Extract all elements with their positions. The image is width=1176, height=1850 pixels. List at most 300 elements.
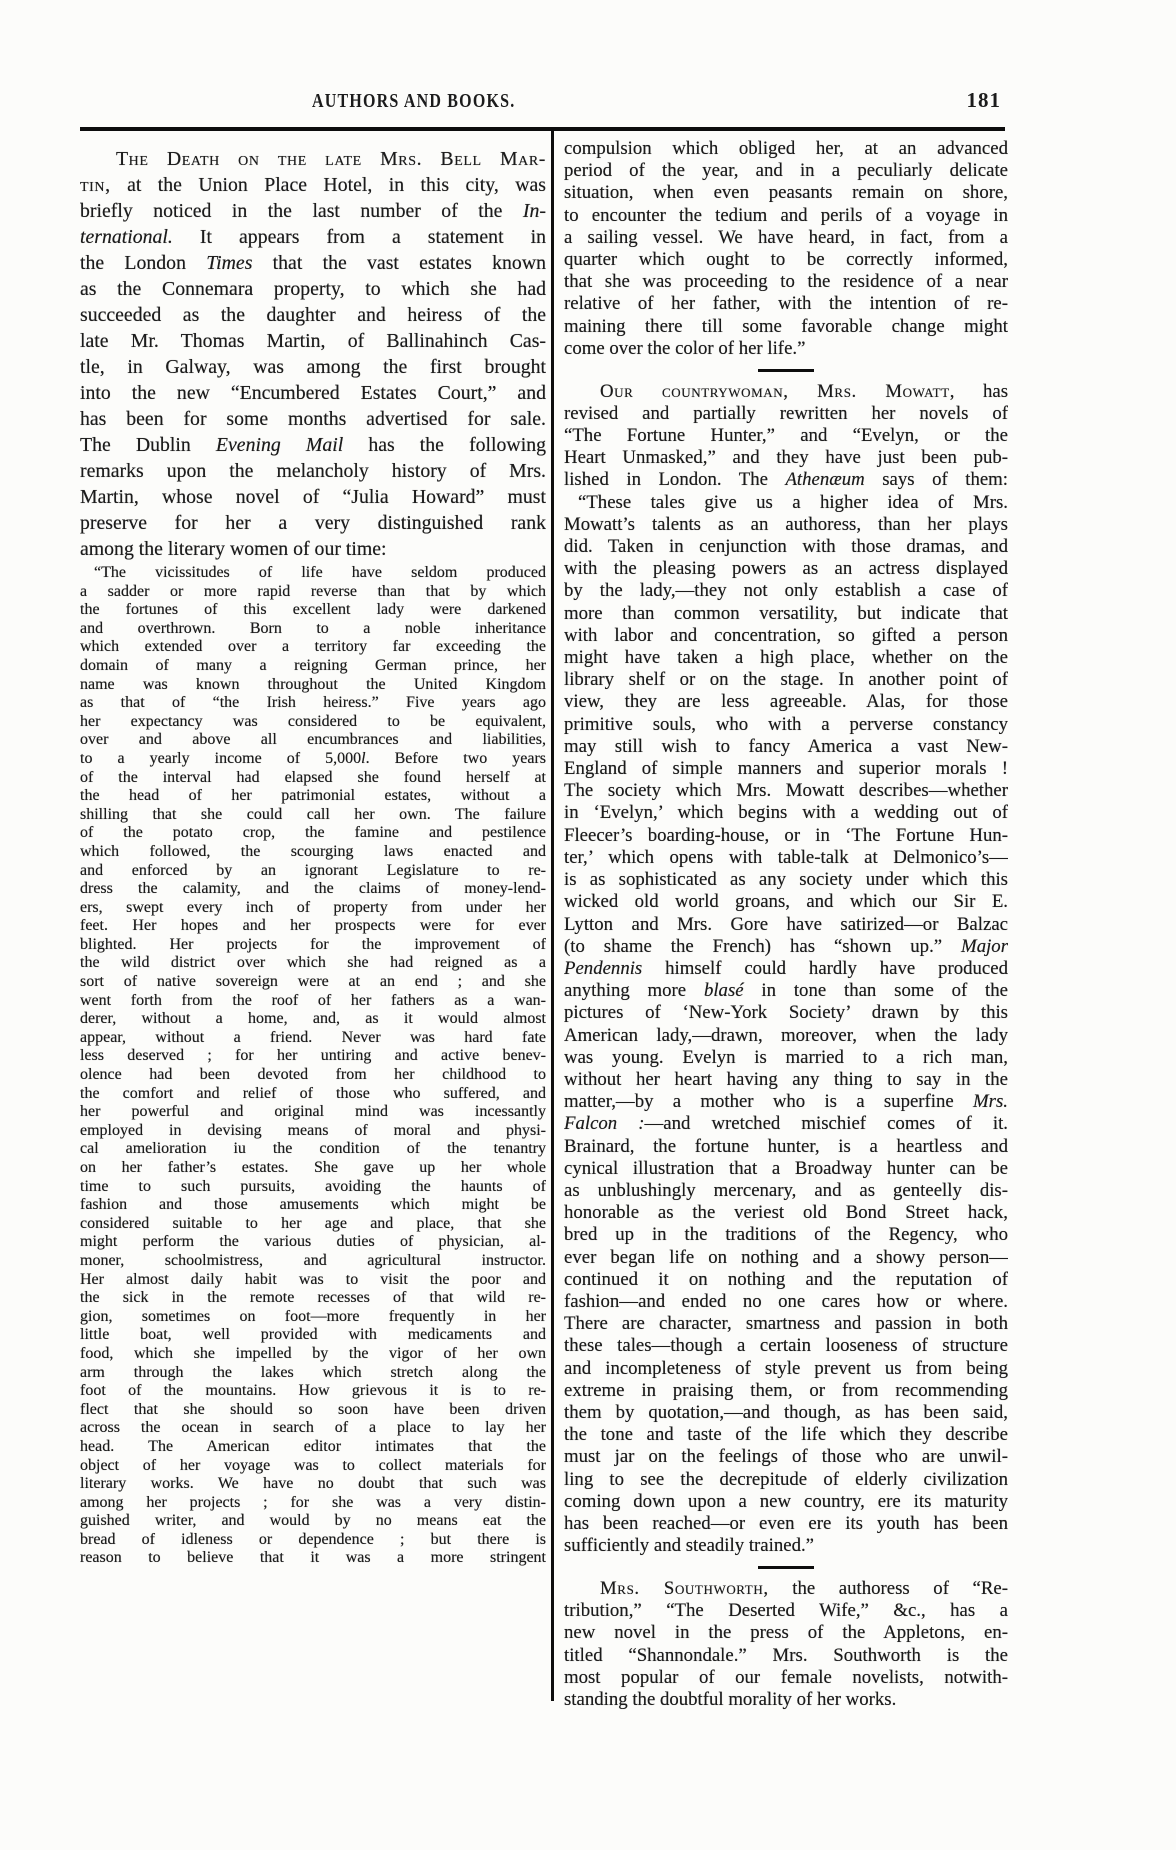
- body-text: The Dublin: [80, 434, 216, 456]
- text-line: [80, 1010, 546, 1029]
- body-text: foot of the mountains. How grievous it is to re-: [80, 1382, 546, 1400]
- text-line: [564, 625, 1008, 647]
- section-separator-rule: [758, 369, 814, 372]
- header-rule: [80, 127, 1005, 131]
- small-caps-text: tin,: [80, 174, 111, 196]
- page-number: 181: [966, 88, 1001, 112]
- text-line: [564, 825, 1008, 847]
- body-text: standing the doubtful morality of her works.: [564, 1689, 897, 1710]
- body-text: must jar on the feelings of those who are unwil-: [564, 1446, 1008, 1468]
- body-text: Fleecer’s boarding-house, or in ‘The Fortune Hun-: [564, 824, 1008, 846]
- body-text: which followed, the scourging laws enacted and: [80, 842, 546, 860]
- column-divider-rule: [551, 129, 554, 1701]
- body-text: a sailing vessel. We have heard, in fact, from a: [564, 226, 1008, 248]
- text-line: [564, 936, 1008, 958]
- text-line: [564, 1247, 1008, 1269]
- text-block-opening: [564, 381, 1008, 492]
- body-text: dress the calamity, and the claims of money-lend-: [80, 880, 546, 898]
- body-text: Brainard, the fortune hunter, is a heartless and: [564, 1135, 1008, 1157]
- body-text: “These tales give us a higher idea of Mrs.: [578, 491, 1008, 513]
- text-line: [564, 1047, 1008, 1069]
- body-text: reason to believe that it was a more stringent: [80, 1549, 546, 1567]
- text-line: [80, 354, 546, 380]
- text-line: [564, 271, 1008, 293]
- body-text: most popular of our female novelists, notwith-: [564, 1666, 1008, 1688]
- body-text: these tales—though a certain looseness of structure: [564, 1335, 1008, 1357]
- body-text: Heart Unmasked,” and they have just been pub-: [564, 447, 1008, 469]
- text-line: [80, 1308, 546, 1327]
- body-text: anything more: [564, 980, 704, 1002]
- body-text: in ‘Evelyn,’ which begins with a wedding out of: [564, 802, 1008, 824]
- italic-text: Evening Mail: [215, 434, 344, 456]
- body-text: of the interval had elapsed she found herself at: [80, 768, 546, 786]
- text-line: [80, 484, 546, 510]
- text-line: [564, 1136, 1008, 1158]
- text-line: [80, 657, 546, 676]
- text-line: [80, 276, 546, 302]
- body-text: is as sophisticated as any society under which this: [564, 869, 1008, 891]
- body-text: the tone and taste of the life which they describe: [564, 1424, 1008, 1446]
- text-line: [80, 1401, 546, 1420]
- body-text: has been reached—or even ere its youth has been: [564, 1512, 1008, 1534]
- body-text: did. Taken in cenjunction with those dramas, and: [564, 536, 1008, 558]
- body-text: fashion—and ended no one cares how or where.: [564, 1290, 1008, 1312]
- text-line: [564, 1645, 1008, 1667]
- small-caps-text: Mrs. Southworth,: [600, 1577, 769, 1599]
- body-text: to encounter the tedium and perils of a voyage in: [564, 204, 1008, 226]
- body-text: guished writer, and would by no means eat the: [80, 1512, 546, 1530]
- body-text: wicked old world groans, and which our Sir E.: [564, 891, 1008, 913]
- body-text: American lady,—drawn, moreover, when the lady: [564, 1024, 1008, 1046]
- text-line: [80, 601, 546, 620]
- text-line: [564, 1224, 1008, 1246]
- text-line: [80, 328, 546, 354]
- text-line: [564, 914, 1008, 936]
- text-line: [564, 780, 1008, 802]
- text-line: [564, 316, 1008, 338]
- body-text: among her projects ; for she was a very distin-: [80, 1493, 546, 1511]
- italic-text: l: [361, 749, 366, 767]
- text-line: [80, 1140, 546, 1159]
- text-line: [80, 302, 546, 328]
- text-line: [80, 1438, 546, 1457]
- body-text: situation, when even peasants remain on shore,: [564, 182, 1008, 204]
- body-text: and enforced by an ignorant Legislature to re-: [80, 861, 546, 879]
- body-text: at the Union Place Hotel, in this city, was: [110, 174, 546, 196]
- text-line: [564, 1513, 1008, 1535]
- text-line: [564, 1689, 1008, 1711]
- text-line: [564, 1002, 1008, 1024]
- body-text: that the vast estates known: [252, 252, 546, 274]
- text-line: [564, 980, 1008, 1002]
- text-line: [80, 676, 546, 695]
- text-block-opening: [564, 1578, 1008, 1711]
- body-text: as the Connemara property, to which she had: [80, 278, 546, 300]
- text-line: [80, 973, 546, 992]
- text-line: [80, 250, 546, 276]
- text-line: [564, 1380, 1008, 1402]
- body-text: name was known throughout the United Kingdom: [80, 675, 546, 693]
- text-line: [80, 1382, 546, 1401]
- italic-text: Major: [961, 935, 1008, 957]
- text-line: [564, 1446, 1008, 1468]
- text-line: [80, 224, 546, 250]
- italic-text: Athenæum: [785, 469, 865, 491]
- text-line: [80, 380, 546, 406]
- body-text: the fortunes of this excellent lady were darkened: [80, 601, 546, 619]
- text-line: [564, 1069, 1008, 1091]
- body-text: might have taken a high place, whether on the: [564, 647, 1008, 669]
- body-text: was young. Evelyn is married to a rich man,: [564, 1046, 1008, 1068]
- body-text: them by quotation,—and though, as has been said,: [564, 1401, 1008, 1423]
- text-line: [80, 1271, 546, 1290]
- text-line: [564, 447, 1008, 469]
- body-text: of the potato crop, the famine and pestilence: [80, 824, 546, 842]
- body-text: (to shame the French) has “shown up.”: [564, 935, 962, 957]
- text-line: [80, 936, 546, 955]
- body-text: arm through the lakes which stretch along the: [80, 1363, 546, 1381]
- body-text: primitive souls, who with a perverse constancy: [564, 713, 1008, 735]
- text-line: [564, 1667, 1008, 1689]
- text-line: [564, 647, 1008, 669]
- body-text: ers, swept every inch of property from under her: [80, 898, 546, 916]
- body-text: succeeded as the daughter and heiress of the: [80, 304, 546, 326]
- text-line: [564, 469, 1008, 491]
- right-column: [564, 138, 1008, 1711]
- text-line: [80, 1549, 546, 1568]
- text-line: [564, 1469, 1008, 1491]
- text-line: [80, 1233, 546, 1252]
- body-text: quarter which ought to be correctly informed,: [564, 249, 1008, 271]
- text-line: [564, 736, 1008, 758]
- body-text: as unblushingly mercenary, and as genteelly dis-: [564, 1179, 1008, 1201]
- text-line: [564, 1113, 1008, 1135]
- left-column: [80, 146, 546, 1568]
- text-line: [80, 638, 546, 657]
- text-line: [564, 160, 1008, 182]
- text-line: [564, 1313, 1008, 1335]
- body-text: more than common versatility, but indicate that: [564, 602, 1008, 624]
- text-line: [80, 1512, 546, 1531]
- body-text: revised and partially rewritten her novels of: [564, 402, 1008, 424]
- section-separator-rule: [758, 1566, 814, 1569]
- text-line: [564, 714, 1008, 736]
- text-line: [564, 514, 1008, 536]
- text-line: [80, 583, 546, 602]
- body-text: into the new “Encumbered Estates Court,” and: [80, 382, 546, 404]
- text-line: [564, 1335, 1008, 1357]
- body-text: The society which Mrs. Mowatt describes—whether: [564, 780, 1008, 802]
- text-line: [564, 227, 1008, 249]
- text-line: [564, 425, 1008, 447]
- text-line: [564, 1600, 1008, 1622]
- body-text: on her father’s estates. She gave up her whole: [80, 1159, 546, 1176]
- text-line: [80, 713, 546, 732]
- body-text: literary works. We have no doubt that such was: [80, 1475, 546, 1493]
- text-line: [80, 1419, 546, 1438]
- body-text: come over the color of her life.”: [564, 337, 806, 359]
- text-line: [564, 492, 1008, 514]
- text-line: [80, 824, 546, 843]
- body-text: himself could hardly have produced: [642, 957, 1008, 979]
- text-line: [80, 1494, 546, 1513]
- text-line: [564, 381, 1008, 403]
- body-text: flect that she should so soon have been driven: [80, 1400, 546, 1418]
- body-text: lished in London. The: [564, 469, 786, 491]
- text-block-quote-cont: [564, 138, 1008, 360]
- body-text: derer, without a home, and, as it would almost: [80, 1010, 546, 1028]
- body-text: maining there till some favorable change might: [564, 315, 1008, 337]
- text-line: [564, 1535, 1008, 1557]
- text-line: [80, 1289, 546, 1308]
- text-line: [80, 1178, 546, 1197]
- text-line: [80, 432, 546, 458]
- text-line: [80, 787, 546, 806]
- text-line: [564, 1269, 1008, 1291]
- text-line: [564, 403, 1008, 425]
- body-text: and incompleteness of style prevent us from being: [564, 1357, 1008, 1379]
- body-text: sufficiently and steadily trained.”: [564, 1535, 814, 1557]
- text-line: [564, 293, 1008, 315]
- text-line: [564, 1402, 1008, 1424]
- text-line: [80, 992, 546, 1011]
- body-text: There are character, smartness and passion in both: [564, 1313, 1008, 1335]
- body-text: tribution,” “The Deserted Wife,” &c., has a: [564, 1600, 1008, 1622]
- italic-text: In-: [522, 200, 546, 222]
- text-line: [564, 1622, 1008, 1644]
- body-text: compulsion which obliged her, at an advanced: [564, 138, 1008, 159]
- text-line: [80, 843, 546, 862]
- body-text: among the literary women of our time:: [80, 538, 387, 560]
- text-block-quote: [80, 564, 546, 1568]
- body-text: head. The American editor intimates that the: [80, 1437, 546, 1455]
- text-line: [80, 880, 546, 899]
- text-line: [80, 731, 546, 750]
- body-text: briefly noticed in the last number of the: [80, 200, 523, 222]
- text-line: [564, 138, 1008, 160]
- body-text: . Before two years: [365, 749, 546, 767]
- text-line: [564, 758, 1008, 780]
- text-line: [80, 172, 546, 198]
- text-line: [80, 1122, 546, 1141]
- body-text: has: [955, 380, 1008, 402]
- body-text: appear, without a friend. Never was hard fate: [80, 1028, 546, 1046]
- body-text: Lytton and Mrs. Gore have satirized—or Balzac: [564, 913, 1008, 935]
- text-line: [80, 564, 546, 583]
- body-text: has the following: [343, 434, 546, 456]
- body-text: that she was proceeding to the residence of a near: [564, 271, 1008, 293]
- text-line: [564, 891, 1008, 913]
- text-line: [80, 1475, 546, 1494]
- italic-text: Pendennis: [564, 957, 643, 979]
- body-text: ling to see the decrepitude of elderly civilization: [564, 1468, 1008, 1490]
- italic-text: Times: [206, 252, 253, 274]
- text-line: [564, 1491, 1008, 1513]
- body-text: considered suitable to her age and place, that she: [80, 1214, 546, 1232]
- body-text: “The Fortune Hunter,” and “Evelyn, or the: [564, 425, 1008, 447]
- text-line: [564, 558, 1008, 580]
- text-line: [80, 1047, 546, 1066]
- text-line: [564, 205, 1008, 227]
- body-text: across the ocean in search of a place to lay her: [80, 1419, 546, 1437]
- body-text: cynical illustration that a Broadway hunter can be: [564, 1157, 1008, 1179]
- body-text: Her almost daily habit was to visit the poor and: [80, 1270, 546, 1288]
- body-text: relative of her father, with the intention of re-: [564, 293, 1008, 315]
- body-text: time to such pursuits, avoiding the haunts of: [80, 1177, 546, 1195]
- text-block-quote: [564, 492, 1008, 1558]
- text-line: [80, 510, 546, 536]
- body-text: which extended over a territory far exceeding the: [80, 638, 546, 656]
- body-text: preserve for her a very distinguished rank: [80, 512, 546, 534]
- text-line: [564, 958, 1008, 980]
- text-line: [80, 198, 546, 224]
- text-block-opening: [80, 146, 546, 562]
- text-line: [80, 1345, 546, 1364]
- body-text: Mowatt’s talents as an authoress, than her plays: [564, 513, 1008, 535]
- body-text: sort of native sovereign were at an end ; and she: [80, 973, 546, 991]
- text-line: [80, 917, 546, 936]
- body-text: food, which she impelled by the vigor of her own: [80, 1344, 546, 1362]
- body-text: feet. Her hopes and her prospects were for ever: [80, 917, 546, 935]
- text-line: [80, 1326, 546, 1345]
- body-text: over and above all encumbrances and liabilities,: [80, 731, 546, 749]
- text-line: [564, 182, 1008, 204]
- body-text: less deserved ; for her untiring and active benev-: [80, 1047, 546, 1065]
- body-text: without her heart having any thing to say in the: [564, 1068, 1008, 1090]
- body-text: extreme in praising them, or from recommending: [564, 1379, 1008, 1401]
- body-text: the wild district over which she had reigned as a: [80, 954, 546, 972]
- italic-text: ternational.: [80, 226, 173, 248]
- text-line: [564, 249, 1008, 271]
- text-line: [564, 691, 1008, 713]
- italic-text: blasé: [703, 980, 744, 1002]
- text-line: [80, 1364, 546, 1383]
- body-text: ter,’ which opens with table-talk at Delmonico’s—: [564, 846, 1008, 868]
- body-text: the comfort and relief of those who suffered, and: [80, 1084, 546, 1102]
- body-text: olence had been devoted from her childhood to: [80, 1066, 546, 1084]
- body-text: view, they are less agreeable. Alas, for those: [564, 691, 1008, 713]
- text-line: [80, 620, 546, 639]
- body-text: has been for some months advertised for sale.: [80, 408, 546, 430]
- body-text: may still wish to fancy America a vast New-: [564, 735, 1008, 757]
- text-line: [564, 580, 1008, 602]
- body-text: moner, schoolmistress, and agricultural instructor.: [80, 1251, 546, 1269]
- text-line: [564, 802, 1008, 824]
- body-text: ever began life on nothing and a showy person—: [564, 1246, 1008, 1268]
- body-text: object of her voyage was to collect materials for: [80, 1456, 546, 1474]
- text-line: [80, 862, 546, 881]
- body-text: period of the year, and in a peculiarly delicate: [564, 160, 1008, 182]
- text-line: [80, 750, 546, 769]
- italic-text: Falcon :: [564, 1113, 645, 1135]
- body-text: blighted. Her projects for the improvement of: [80, 935, 546, 953]
- text-line: [80, 1196, 546, 1215]
- text-line: [564, 338, 1008, 360]
- body-text: honorable as the veriest old Bond Street hack,: [564, 1202, 1008, 1224]
- body-text: the London: [80, 252, 207, 274]
- text-line: [564, 869, 1008, 891]
- body-text: shilling that she could call her own. The failure: [80, 805, 546, 823]
- body-text: with labor and concentration, so gifted a person: [564, 624, 1008, 646]
- body-text: to a yearly income of 5,000: [80, 749, 362, 767]
- body-text: fashion and those amusements which might be: [80, 1196, 546, 1214]
- body-text: went forth from the roof of her fathers as a wan-: [80, 991, 546, 1009]
- text-line: [80, 1531, 546, 1550]
- text-line: [80, 1252, 546, 1271]
- body-text: in tone than some of the: [743, 980, 1008, 1002]
- page-header: [80, 88, 1005, 122]
- text-line: [80, 694, 546, 713]
- text-line: [564, 1424, 1008, 1446]
- text-line: [564, 669, 1008, 691]
- text-line: [80, 458, 546, 484]
- body-text: —and wretched mischief comes of it.: [644, 1113, 1008, 1135]
- page-title: AUTHORS AND BOOKS.: [312, 90, 516, 112]
- text-line: [80, 1066, 546, 1085]
- text-line: [564, 1025, 1008, 1047]
- body-text: It appears from a statement in: [172, 226, 546, 248]
- text-line: [564, 1358, 1008, 1380]
- body-text: as that of “the Irish heiress.” Five years ago: [80, 694, 546, 712]
- body-text: the head of her patrimonial estates, without a: [80, 787, 546, 805]
- text-line: [80, 899, 546, 918]
- text-line: [564, 1291, 1008, 1313]
- text-line: [80, 1457, 546, 1476]
- body-text: tle, in Galway, was among the first brought: [80, 356, 546, 378]
- text-line: [564, 1202, 1008, 1224]
- body-text: new novel in the press of the Appletons, en-: [564, 1622, 1008, 1644]
- text-line: [564, 847, 1008, 869]
- body-text: with the pleasing powers as an actress displayed: [564, 558, 1008, 580]
- text-line: [80, 806, 546, 825]
- body-text: employed in devising means of moral and physi-: [80, 1121, 546, 1139]
- body-text: pictures of ‘New-York Society’ drawn by this: [564, 1002, 1008, 1024]
- body-text: continued it on nothing and the reputation of: [564, 1268, 1008, 1290]
- text-line: [564, 1091, 1008, 1113]
- body-text: bread of idleness or dependence ; but there is: [80, 1530, 546, 1548]
- text-line: [564, 1180, 1008, 1202]
- text-line: [564, 536, 1008, 558]
- body-text: matter,—by a mother who is a superfine: [564, 1091, 974, 1113]
- text-line: [80, 406, 546, 432]
- text-line: [80, 146, 546, 172]
- text-line: [80, 536, 546, 562]
- body-text: gion, sometimes on foot—more frequently in her: [80, 1307, 546, 1325]
- body-text: her expectancy was considered to be equivalent,: [80, 712, 546, 730]
- body-text: the authoress of “Re-: [768, 1577, 1008, 1599]
- text-line: [564, 603, 1008, 625]
- body-text: and overthrown. Born to a noble inheritance: [80, 619, 546, 637]
- text-line: [80, 1215, 546, 1234]
- body-text: by the lady,—they not only establish a case of: [564, 580, 1008, 602]
- small-caps-text: Our countrywoman, Mrs. Mowatt,: [600, 380, 956, 402]
- body-text: her powerful and original mind was incessantly: [80, 1103, 546, 1121]
- body-text: England of simple manners and superior morals !: [564, 758, 1008, 780]
- body-text: “The vicissitudes of life have seldom produced: [94, 564, 546, 581]
- text-line: [564, 1578, 1008, 1600]
- small-caps-text: The Death on the late Mrs. Bell Mar-: [116, 148, 546, 170]
- body-text: library shelf or on the stage. In another point of: [564, 669, 1008, 691]
- text-line: [80, 1103, 546, 1122]
- body-text: Martin, whose novel of “Julia Howard” must: [80, 486, 546, 508]
- text-line: [80, 769, 546, 788]
- body-text: cal amelioration iu the condition of the tenantry: [80, 1140, 546, 1158]
- body-text: says of them:: [864, 469, 1008, 491]
- text-line: [80, 1159, 546, 1178]
- body-text: domain of many a reigning German prince, her: [80, 656, 546, 674]
- text-line: [80, 1029, 546, 1048]
- italic-text: Mrs.: [973, 1091, 1008, 1113]
